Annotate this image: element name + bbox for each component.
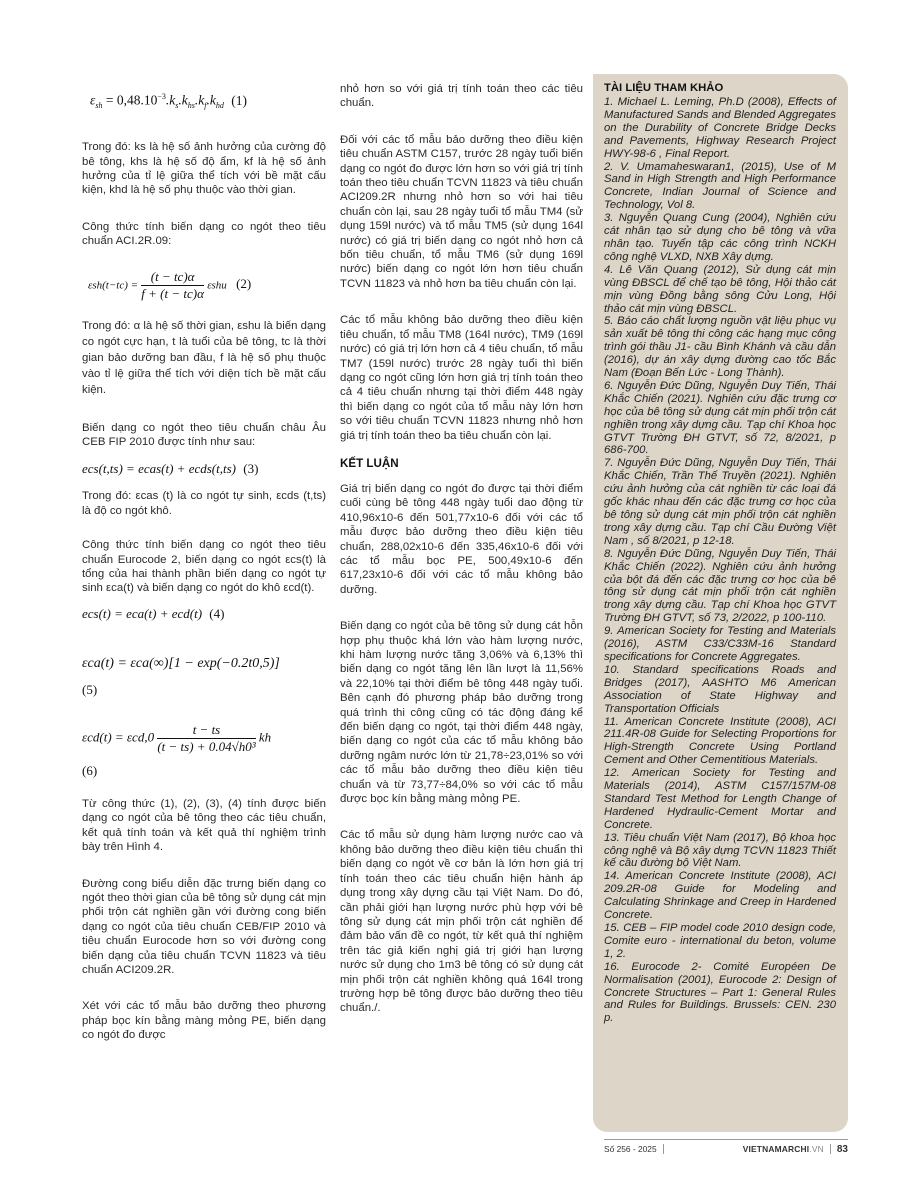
reference-item: 7. Nguyễn Đức Dũng, Nguyễn Duy Tiến, Thái Khắc Chiến, Trần Thế Truyền (2021). Nghiên cứu ảnh hưởng của cát nghiền từ các loại đá gốc khác nhau đến các đặc trưng cơ học của bê tông sử dụng cát mịn phối trộn cát nghiền trong xây dựng cầu. Tạp chí Cầu Đường Việt Nam , số 8/2021, p 12-18. [604,457,836,547]
paragraph: Từ công thức (1), (2), (3), (4) tính được biến dạng co ngót của bê tông theo các tiêu chuẩn, kết quả tính toán và kết quả thí nghiệm trình bày trên Hình 4. [82,797,326,854]
reference-item: 10. Standard specifications Roads and Bridges (2017), AASHTO M6 American Association of State Highway and Transportation Officials [604,663,836,715]
reference-item: 6. Nguyễn Đức Dũng, Nguyễn Duy Tiến, Thái Khắc Chiến (2021). Nghiên cứu đặc trưng cơ học của bê tông sử dụng cát mịn phối trộn cát nghiền trong xây dựng cầu. Tạp chí Khoa học GTVT Trường ĐH GTVT, số 72, 8/2021, p 686-700. [604,379,836,457]
equation-5-number: (5) [82,681,98,697]
page-footer [604,1139,848,1158]
reference-list [604,96,836,1025]
column-left [82,82,326,1065]
equation-6: εcd(t) = εcd,0 $\frac{t - ts}{\text{(t − ts) + 0.04√h0³}}$ kh [82,721,272,754]
equation-4: ecs(t) = eca(t) + ecd(t) (4) [82,605,225,621]
paragraph: Trong đó: εcas (t) là co ngót tự sinh, εcds (t,ts) là độ co ngót khô. [82,490,326,517]
reference-item: 11. American Concrete Institute (2008), ACI 211.4R-08 Guide for Selecting Proportions for High-Strength Concrete Using Portland Cement and Other Cementitious Materials. [604,715,836,767]
reference-item: 8. Nguyễn Đức Dũng, Nguyễn Duy Tiến, Thái Khắc Chiến (2022). Nghiên cứu ảnh hưởng của bột đá đến các đặc trưng cơ học của bê tông sử dụng cát mịn phối trộn cát nghiền trong xây dựng cầu. Tạp chí Khoa học GTVT Trường ĐH GTVT, số 73, 2/2022, p 100-110. [604,547,836,625]
reference-item: 1. Michael L. Leming, Ph.D (2008), Effects of Manufactured Sands and Blended Aggregates on the Durability of Concrete Bridge Decks and Pavements, Highway Research Project HWY-98-6 , Final Report. [604,96,836,160]
paragraph: Giá trị biến dạng co ngót đo được tại thời điểm cuối cùng bê tông 448 ngày tuổi dao động từ 410,96x10-6 đến 501,77x10-6 đối với các tổ mẫu được bảo dưỡng theo điều kiện tiêu chuẩn, 288,02x10-6 đến 335,46x10-6 đối với các tổ mẫu bọc PE, 500,49x10-6 đến 617,23x10-6 đối với các tổ mẫu không bảo dưỡng. [340,482,583,596]
paragraph: Công thức tính biến dạng co ngót theo tiêu chuẩn Eurocode 2, biến dạng co ngót εcs(t) là tổng của hai thành phần biến dạng co ngót tự sinh εca(t) và biến dạng co ngót do khô εcd(t). [82,539,326,595]
reference-item: 3. Nguyễn Quang Cung (2004), Nghiên cứu cát nhân tạo sử dụng cho bê tông và vữa nhân tạo. Tuyển tập các công trình NCKH công nghệ VLXD, NXB Xây dựng. [604,212,836,263]
reference-item: 5. Báo cáo chất lượng nguồn vật liệu phục vụ sản xuất bê tông thi công các hạng mục công trình gói thầu J1- cầu Bình Khánh và cầu dẫn (2016), dự án xây dựng đường cao tốc Bắc Nam (Đoạn Bến Lức - Long Thành). [604,315,836,380]
equation-5: εca(t) = εca(∞)[1 − exp(−0.2t0,5)] [82,655,280,671]
reference-item: 15. CEB – FIP model code 2010 design code, Comite euro - international du beton, volume 1, 2. [604,922,836,960]
paragraph: Các tổ mẫu không bảo dưỡng theo điều kiện tiêu chuẩn, tổ mẫu TM8 (164l nước), TM9 (169l nước) có giá trị lớn hơn cả 4 tiêu chuẩn, tổ mẫu TM7 (159l nước) trước 28 ngày tuổi thì biến dạng co ngót cũng lớn hơn giá trị tính toán theo cả 4 tiêu chuẩn nhưng tại thời điểm 448 ngày thì biến dạng co ngót của tổ mẫu này lớn hơn so với tiêu chuẩn TCVN 11823 nhưng nhỏ hơn giá trị tính toán theo ba tiêu chuẩn còn lại. [340,314,583,442]
reference-item: 9. American Society for Testing and Materials (2016), ASTM C33/C33M-16 Standard specifications for Concrete Aggregates. [604,625,836,663]
reference-item: 14. American Concrete Institute (2008), ACI 209.2R-08 Guide for Modeling and Calculating Shrinkage and Creep in Hardened Concrete. [604,870,836,922]
paragraph: Trong đó: ks là hệ số ảnh hưởng của cường độ bê tông, khs là hệ số độ ẩm, kf là hệ số ảnh hưởng của tỉ lệ giữa thể tích với bề mặt cấu kiện, khd là hệ số phụ thuộc vào thời gian. [82,141,326,197]
equation-3: ecs(t,ts) = ecas(t) + ecds(t,ts) (3) [82,461,259,477]
page-number: 83 [836,1143,848,1155]
equation-1: $\varepsilon_{sh} = 0,48.10^{-3}.k_s.k_{hs}.k_f.k_{hd}$ (1) [90,92,247,111]
references-title: TÀI LIỆU THAM KHẢO [604,82,724,94]
paragraph: Xét với các tổ mẫu bảo dưỡng theo phương pháp bọc kín bằng màng mỏng PE, biến dạng co ngót đo được [82,1000,326,1042]
paragraph: Đối với các tổ mẫu bảo dưỡng theo điều kiện tiêu chuẩn ASTM C157, trước 28 ngày tuổi biến dạng co ngót đo được lớn hơn so với giá trị tính toán theo tiêu chuẩn TCVN 11823 và tiêu chuẩn ACI209.2R nhưng nhỏ hơn so với hai tiêu chuẩn còn lại, sau 28 ngày tuổi tổ mẫu TM4 (sử dụng 159l nước) và tổ mẫu TM5 (sử dụng 164l nước) có giá trị biến dạng co ngót nhỏ hơn cả bốn tiêu chuẩn, tổ mẫu TM6 (sử dụng 169l nước) biến dạng co ngót lớn hơn tiêu chuẩn TCVN 11823 và nhỏ hơn ba tiêu chuẩn còn lại. [340,133,583,290]
section-heading: KẾT LUẬN [340,456,399,470]
reference-item: 4. Lê Văn Quang (2012), Sử dụng cát mịn vùng ĐBSCL để chế tạo bê tông, Hội thảo cát mịn vùng Đồng bằng sông Cửu Long, Hội thảo cát mịn vùng ĐBSCL. [604,263,836,315]
paragraph: Công thức tính biến dạng co ngót theo tiêu chuẩn ACI.2R.09: [82,220,326,248]
paragraph: nhỏ hơn so với giá trị tính toán theo các tiêu chuẩn. [340,83,583,110]
equation-6-number: (6) [82,762,98,778]
reference-item: 13. Tiêu chuẩn Việt Nam (2017), Bộ khoa học công nghệ và Bộ xây dựng TCVN 11823 Thiết kế cầu đường bộ Việt Nam. [604,831,836,870]
column-middle [340,82,583,1038]
reference-item: 2. V. Umamaheswaran1, (2015), Use of M Sand in High Strength and High Performance Concrete, Indian Journal of Science and Technology, Vol 8. [604,160,836,212]
reference-item: 16. Eurocode 2- Comité Européen De Normalisation (2001), Eurocode 2: Design of Concrete Structures – Part 1: General Rules and Rules for Buildings. Brussels: CEN. 230 p. [604,960,836,1025]
paragraph: Trong đó: α là hệ số thời gian, εshu là biến dạng co ngót cực hạn, t là tuổi của bê tông, tc là thời gian bảo dưỡng ban đầu, f là hệ số phụ thuộc vào tỉ lệ giữa thể tích với diện tích bề mặt cấu kiện. [82,319,326,397]
equation-2: εsh(t−tc) = $\frac{(t - tc)\alpha}{f + (t - tc)\alpha}$ εshu (2) [88,268,252,301]
paragraph: Biến dạng co ngót theo tiêu chuẩn châu Âu CEB FIP 2010 được tính như sau: [82,421,326,449]
paragraph: Các tổ mẫu sử dụng hàm lượng nước cao và không bảo dưỡng theo điều kiện tiêu chuẩn thì biến dạng co ngót về cơ bản là lớn hơn giá trị tính toán theo các tiêu chuẩn hiện hành áp dụng trong xây dựng cầu tại Việt Nam. Do đó, cần phải giới hạn lượng nước phù hợp với bê tông sử dụng cát mịn phối trộn cát nghiền để đảm bảo vấn đề co ngót, từ kết quả thí nghiệm trên tác giả kiến nghị giá trị giới hạn lượng nước sử dụng cho 1m3 bê tông có sử dụng cát mịn phối trộn cát nghiền không quá 164l trong trường hợp bê tông được bảo dưỡng theo tiêu chuẩn./. [340,829,583,1015]
references-box [593,74,848,1132]
paragraph: Biến dạng co ngót của bê tông sử dụng cát hỗn hợp phụ thuộc khá lớn vào hàm lượng nước, khi hàm lượng nước tăng 3,06% và 6,13% thì biến dạng co ngót tăng lên lần lượt là 11,56% và 22,10% tại thời điểm bê tông 448 ngày tuổi. Bên cạnh đó phương pháp bảo dưỡng trong quá trình thi công cũng có tác động đáng kể đến biến dạng co ngót, tại thời điểm 448 ngày, biến dạng co ngót của các tổ mẫu không bảo dưỡng ngâm nước lớn từ 21,78÷23,01% so với các tổ mẫu bảo dưỡng theo điều kiện tiêu chuẩn và từ 73,77÷84,0% so với các tổ mẫu được bọc kín bằng màng mỏng PE. [340,620,583,806]
reference-item: 12. American Society for Testing and Materials (2014), ASTM C157/157M-08 Standard Test Method for Length Change of Hardened Hydraulic-Cement Mortar and Concrete. [604,767,836,831]
paragraph: Đường cong biểu diễn đặc trưng biến dạng co ngót theo thời gian của bê tông sử dụng cát mịn phối trộn cát nghiền gần với đường cong biến dạng co ngót của tiêu chuẩn CEB/FIP 2010 và tiêu chuẩn Eurocode hơn so với đường cong biến dạng của tiêu chuẩn TCVN 11823 và tiêu chuẩn ACI209.2R. [82,877,326,976]
issue-number: Số 256 - 2025 [604,1144,664,1154]
site-name: VIETNAMARCHI.VN [664,1144,831,1154]
